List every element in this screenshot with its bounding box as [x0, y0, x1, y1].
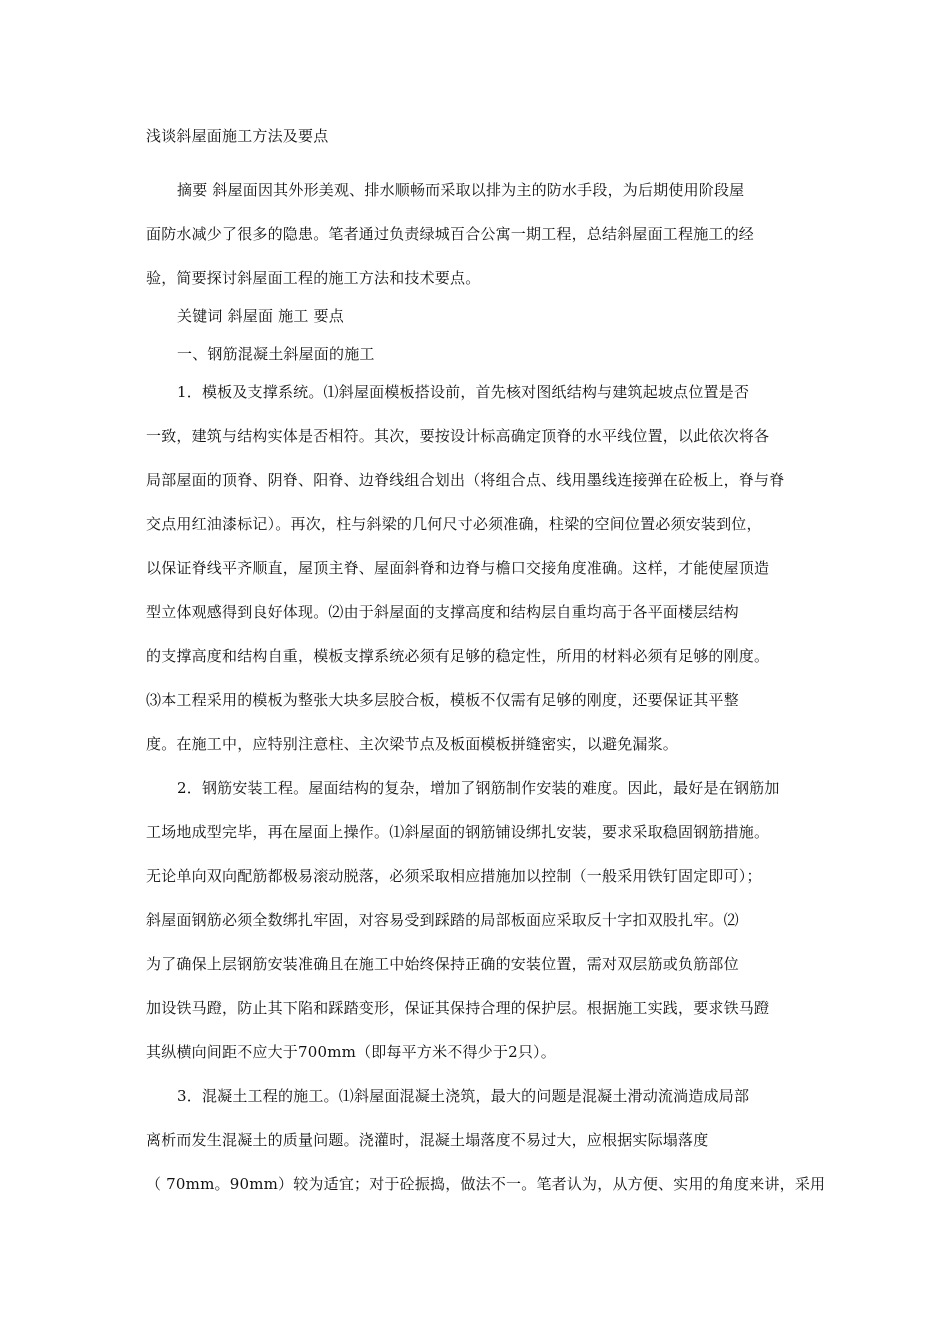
paragraph-line: 的支撑高度和结构自重，模板支撑系统必须有足够的稳定性，所用的材料必须有足够的刚度。 [146, 647, 770, 665]
keywords-line: 关键词 斜屋面 施工 要点 [177, 307, 344, 325]
paragraph-line: （ 70mm。90mm）较为适宜；对于砼振捣，做法不一。笔者认为，从方便、实用的角度来讲，采用 [146, 1175, 826, 1193]
paragraph-line: 面防水减少了很多的隐患。笔者通过负责绿城百合公寓一期工程，总结斜屋面工程施工的经 [146, 225, 755, 243]
paragraph-line: 离析而发生混凝土的质量问题。浇灌时，混凝土塌落度不易过大，应根据实际塌落度 [146, 1131, 709, 1149]
paragraph-line: 3．混凝土工程的施工。⑴斜屋面混凝土浇筑，最大的问题是混凝土滑动流淌造成局部 [177, 1087, 750, 1105]
paragraph-line: 2．钢筋安装工程。屋面结构的复杂，增加了钢筋制作安装的难度。因此，最好是在钢筋加 [177, 779, 780, 797]
paragraph-line: 加设铁马蹬，防止其下陷和踩踏变形，保证其保持合理的保护层。根据施工实践，要求铁马蹬 [146, 999, 770, 1017]
paragraph-line: 以保证脊线平齐顺直，屋顶主脊、屋面斜脊和边脊与檐口交接角度准确。这样，才能使屋顶造 [146, 559, 770, 577]
paragraph-line: ⑶本工程采用的模板为整张大块多层胶合板，模板不仅需有足够的刚度，还要保证其平整 [146, 691, 739, 709]
paragraph-line: 工场地成型完毕，再在屋面上操作。⑴斜屋面的钢筋铺设绑扎安装，要求采取稳固钢筋措施。 [146, 823, 770, 841]
paragraph-line: 型立体观感得到良好体现。⑵由于斜屋面的支撑高度和结构层自重均高于各平面楼层结构 [146, 603, 739, 621]
paragraph-line: 一致，建筑与结构实体是否相符。其次，要按设计标高确定顶脊的水平线位置，以此依次将各 [146, 427, 770, 445]
document-title: 浅谈斜屋面施工方法及要点 [146, 127, 329, 145]
paragraph-line: 为了确保上层钢筋安装准确且在施工中始终保持正确的安装位置，需对双层筋或负筋部位 [146, 955, 739, 973]
paragraph-line: 1．模板及支撑系统。⑴斜屋面模板搭设前，首先核对图纸结构与建筑起坡点位置是否 [177, 383, 750, 401]
paragraph-line: 无论单向双向配筋都极易滚动脱落，必须采取相应措施加以控制（一般采用铁钉固定即可）； [146, 867, 762, 885]
paragraph-line: 摘要 斜屋面因其外形美观、排水顺畅而采取以排为主的防水手段，为后期使用阶段屋 [177, 181, 745, 199]
paragraph-line: 验，简要探讨斜屋面工程的施工方法和技术要点。 [146, 269, 481, 287]
paragraph-line: 局部屋面的顶脊、阴脊、阳脊、边脊线组合划出（将组合点、线用墨线连接弹在砼板上，脊与脊 [146, 471, 785, 489]
paragraph-line: 斜屋面钢筋必须全数绑扎牢固，对容易受到踩踏的局部板面应采取反十字扣双股扎牢。⑵ [146, 911, 739, 929]
paragraph-line: 其纵横向间距不应大于700mm（即每平方米不得少于2只）。 [146, 1043, 556, 1061]
paragraph-line: 度。在施工中，应特别注意柱、主次梁节点及板面模板拼缝密实，以避免漏浆。 [146, 735, 679, 753]
section-heading: 一、钢筋混凝土斜屋面的施工 [177, 345, 375, 363]
paragraph-line: 交点用红油漆标记）。再次，柱与斜梁的几何尺寸必须准确，柱梁的空间位置必须安装到位， [146, 515, 762, 533]
